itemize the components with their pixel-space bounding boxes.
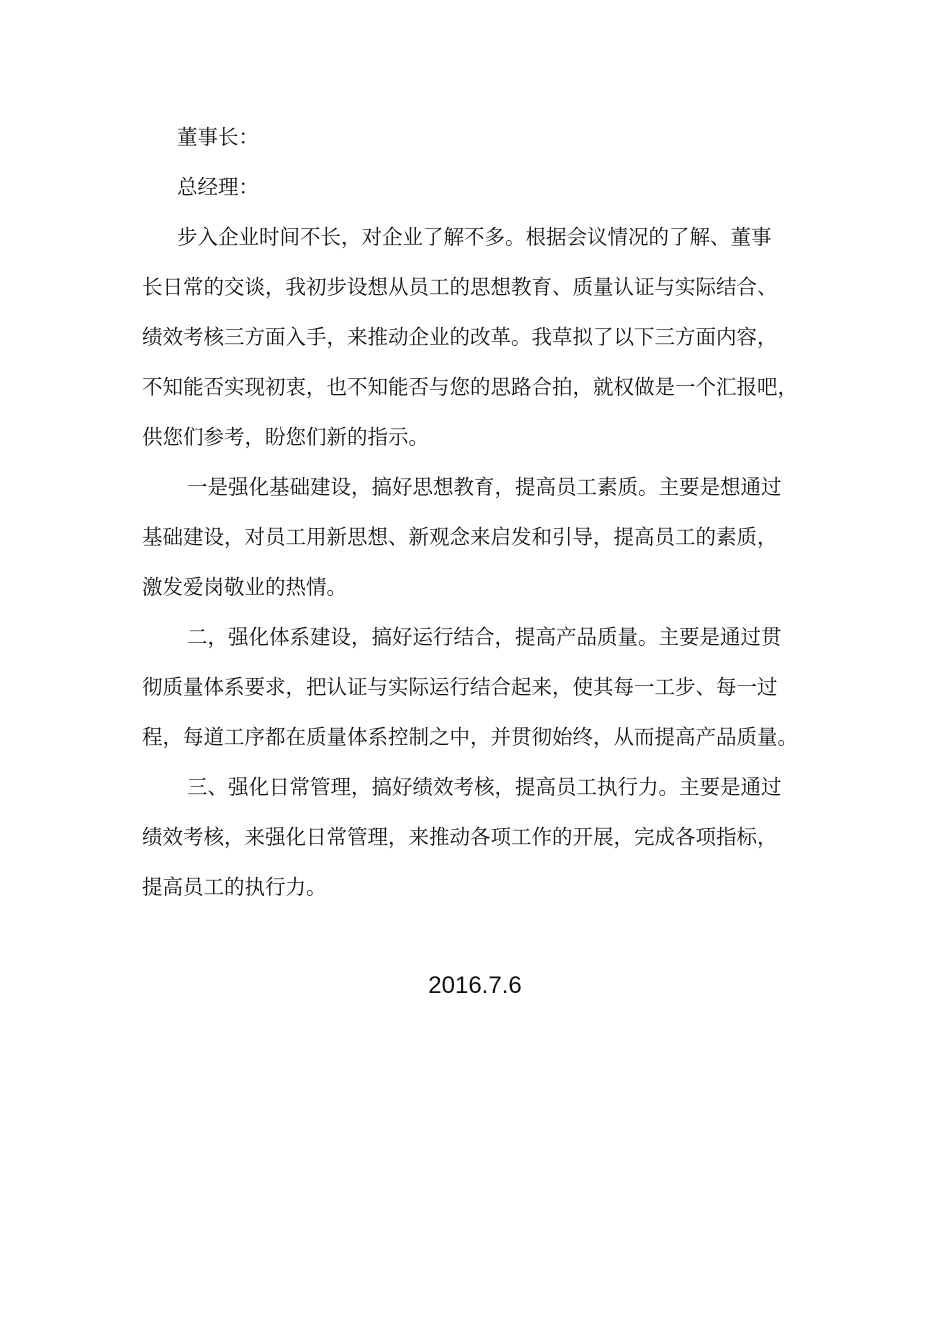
letter-body: [142, 112, 832, 912]
paragraph-line: 供您们参考，盼您们新的指示。: [142, 425, 429, 449]
paragraph-line: 一是强化基础建设，搞好思想教育，提高员工素质。主要是想通过: [187, 475, 782, 499]
paragraph-line: 步入企业时间不长，对企业了解不多。根据会议情况的了解、董事: [177, 225, 772, 249]
paragraph-line: 彻质量体系要求，把认证与实际运行结合起来，使其每一工步、每一过: [142, 675, 778, 699]
intro-paragraph: [142, 212, 832, 462]
paragraph-line: 二，强化体系建设，搞好运行结合，提高产品质量。主要是通过贯: [187, 625, 782, 649]
paragraph-line: 基础建设，对员工用新思想、新观念来启发和引导，提高员工的素质，: [142, 525, 778, 549]
paragraph-line: 长日常的交谈，我初步设想从员工的思想教育、质量认证与实际结合、: [142, 275, 778, 299]
paragraph-line: 程，每道工序都在质量体系控制之中，并贯彻始终，从而提高产品质量。: [142, 725, 798, 749]
paragraph-line: 激发爱岗敬业的热情。: [142, 575, 347, 599]
paragraph-line: 提高员工的执行力。: [142, 875, 327, 899]
paragraph-line: 绩效考核，来强化日常管理，来推动各项工作的开展，完成各项指标，: [142, 825, 778, 849]
point-two-paragraph: [142, 612, 832, 762]
salutation-chairman: 董事长：: [177, 125, 259, 149]
salutation-general-manager: 总经理：: [177, 175, 259, 199]
point-one-paragraph: [142, 462, 832, 612]
document-date: 2016.7.6: [428, 972, 522, 999]
point-three-paragraph: [142, 762, 832, 912]
paragraph-line: 三、强化日常管理，搞好绩效考核，提高员工执行力。主要是通过: [187, 775, 782, 799]
paragraph-line: 绩效考核三方面入手，来推动企业的改革。我草拟了以下三方面内容，: [142, 325, 778, 349]
paragraph-line: 不知能否实现初衷，也不知能否与您的思路合拍，就权做是一个汇报吧，: [142, 375, 798, 399]
